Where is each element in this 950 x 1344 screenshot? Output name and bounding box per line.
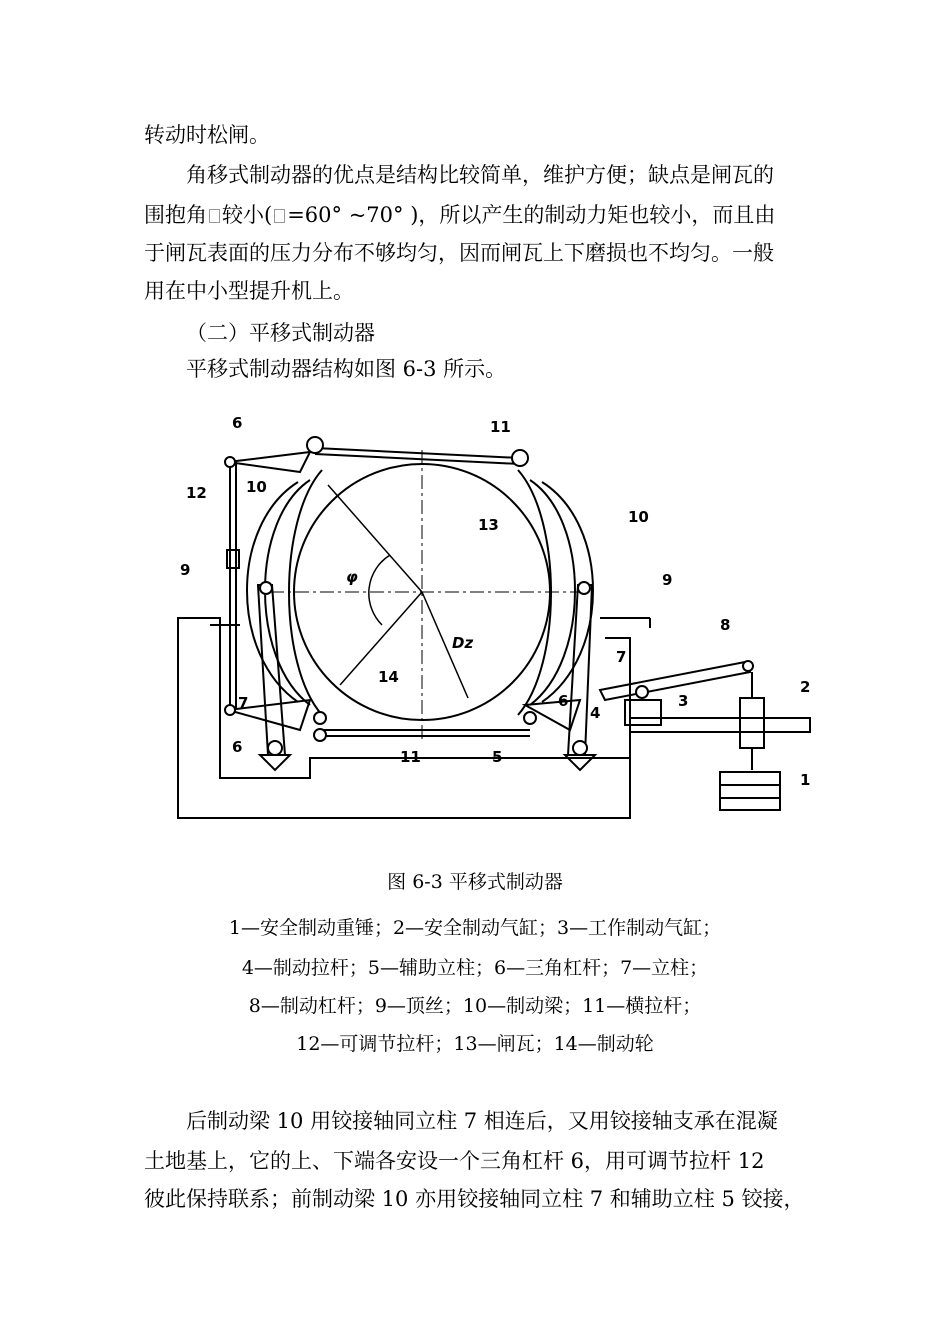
- para1-line-2-b: 较小(: [222, 203, 273, 227]
- para1-line-2-a: 围抱角: [144, 203, 207, 227]
- label-4: 4: [590, 704, 601, 722]
- column-left: [258, 585, 285, 755]
- para2-line-2: 土地基上，它的上、下端各安设一个三角杠杆 6，用可调节拉杆 12: [144, 1149, 765, 1173]
- missing-glyph-icon: [209, 209, 220, 223]
- para1-line-3: 于闸瓦表面的压力分布不够均匀，因而闸瓦上下磨损也不均匀。一般: [144, 241, 774, 265]
- label-14: 14: [378, 668, 399, 686]
- label-6-right: 6: [558, 692, 569, 710]
- label-13: 13: [478, 516, 499, 534]
- brake-lever: [600, 662, 750, 700]
- label-6-bottom: 6: [232, 738, 243, 756]
- label-7-right: 7: [616, 648, 627, 666]
- label-9-right: 9: [662, 571, 673, 589]
- missing-glyph-icon: [274, 209, 285, 223]
- para2-line-1: 后制动梁 10 用铰接轴同立柱 7 相连后，又用铰接轴支承在混凝: [186, 1109, 778, 1133]
- intro-line: 平移式制动器结构如图 6-3 所示。: [186, 357, 507, 381]
- legend-line-2: 4—制动拉杆；5—辅助立柱；6—三角杠杆；7—立柱；: [241, 957, 709, 979]
- para1-line-4: 用在中小型提升机上。: [144, 279, 354, 303]
- para1-line-1: 角移式制动器的优点是结构比较简单，维护方便；缺点是闸瓦的: [186, 163, 774, 187]
- label-10-left: 10: [246, 478, 267, 496]
- label-9-left: 9: [180, 561, 191, 579]
- label-7-left: 7: [238, 694, 249, 712]
- para1-line-2-c: =60° ~70° )，所以产生的制动力矩也较小，而且由: [287, 203, 776, 227]
- triangle-lever-top: [228, 452, 310, 472]
- brake-diagram: [160, 400, 820, 830]
- figure-caption: 图 6-3 平移式制动器: [387, 871, 563, 893]
- label-phi: φ: [346, 568, 358, 586]
- label-dz: Dz: [452, 634, 474, 652]
- label-1: 1: [800, 771, 811, 789]
- label-3: 3: [678, 692, 689, 710]
- label-8: 8: [720, 616, 731, 634]
- label-11-bottom: 11: [400, 748, 421, 766]
- safety-weight: [720, 772, 780, 810]
- para1-line-2: [144, 200, 814, 230]
- label-10-right: 10: [628, 508, 649, 526]
- safety-cylinder: [740, 698, 764, 748]
- label-5: 5: [492, 748, 503, 766]
- label-11-top: 11: [490, 418, 511, 436]
- legend-line-4: 12—可调节拉杆；13—闸瓦；14—制动轮: [296, 1033, 654, 1055]
- label-2: 2: [800, 678, 811, 696]
- label-12: 12: [186, 484, 207, 502]
- para2-line-3: 彼此保持联系；前制动梁 10 亦用铰接轴同立柱 7 和辅助立柱 5 铰接，: [144, 1187, 805, 1211]
- legend-line-1: 1—安全制动重锤；2—安全制动气缸；3—工作制动气缸；: [228, 917, 722, 939]
- label-6-top: 6: [232, 414, 243, 432]
- text-line-1: 转动时松闸。: [144, 123, 270, 147]
- section-heading: （二）平移式制动器: [186, 321, 375, 345]
- legend-line-3: 8—制动杠杆；9—顶丝；10—制动梁；11—横拉杆；: [248, 995, 702, 1017]
